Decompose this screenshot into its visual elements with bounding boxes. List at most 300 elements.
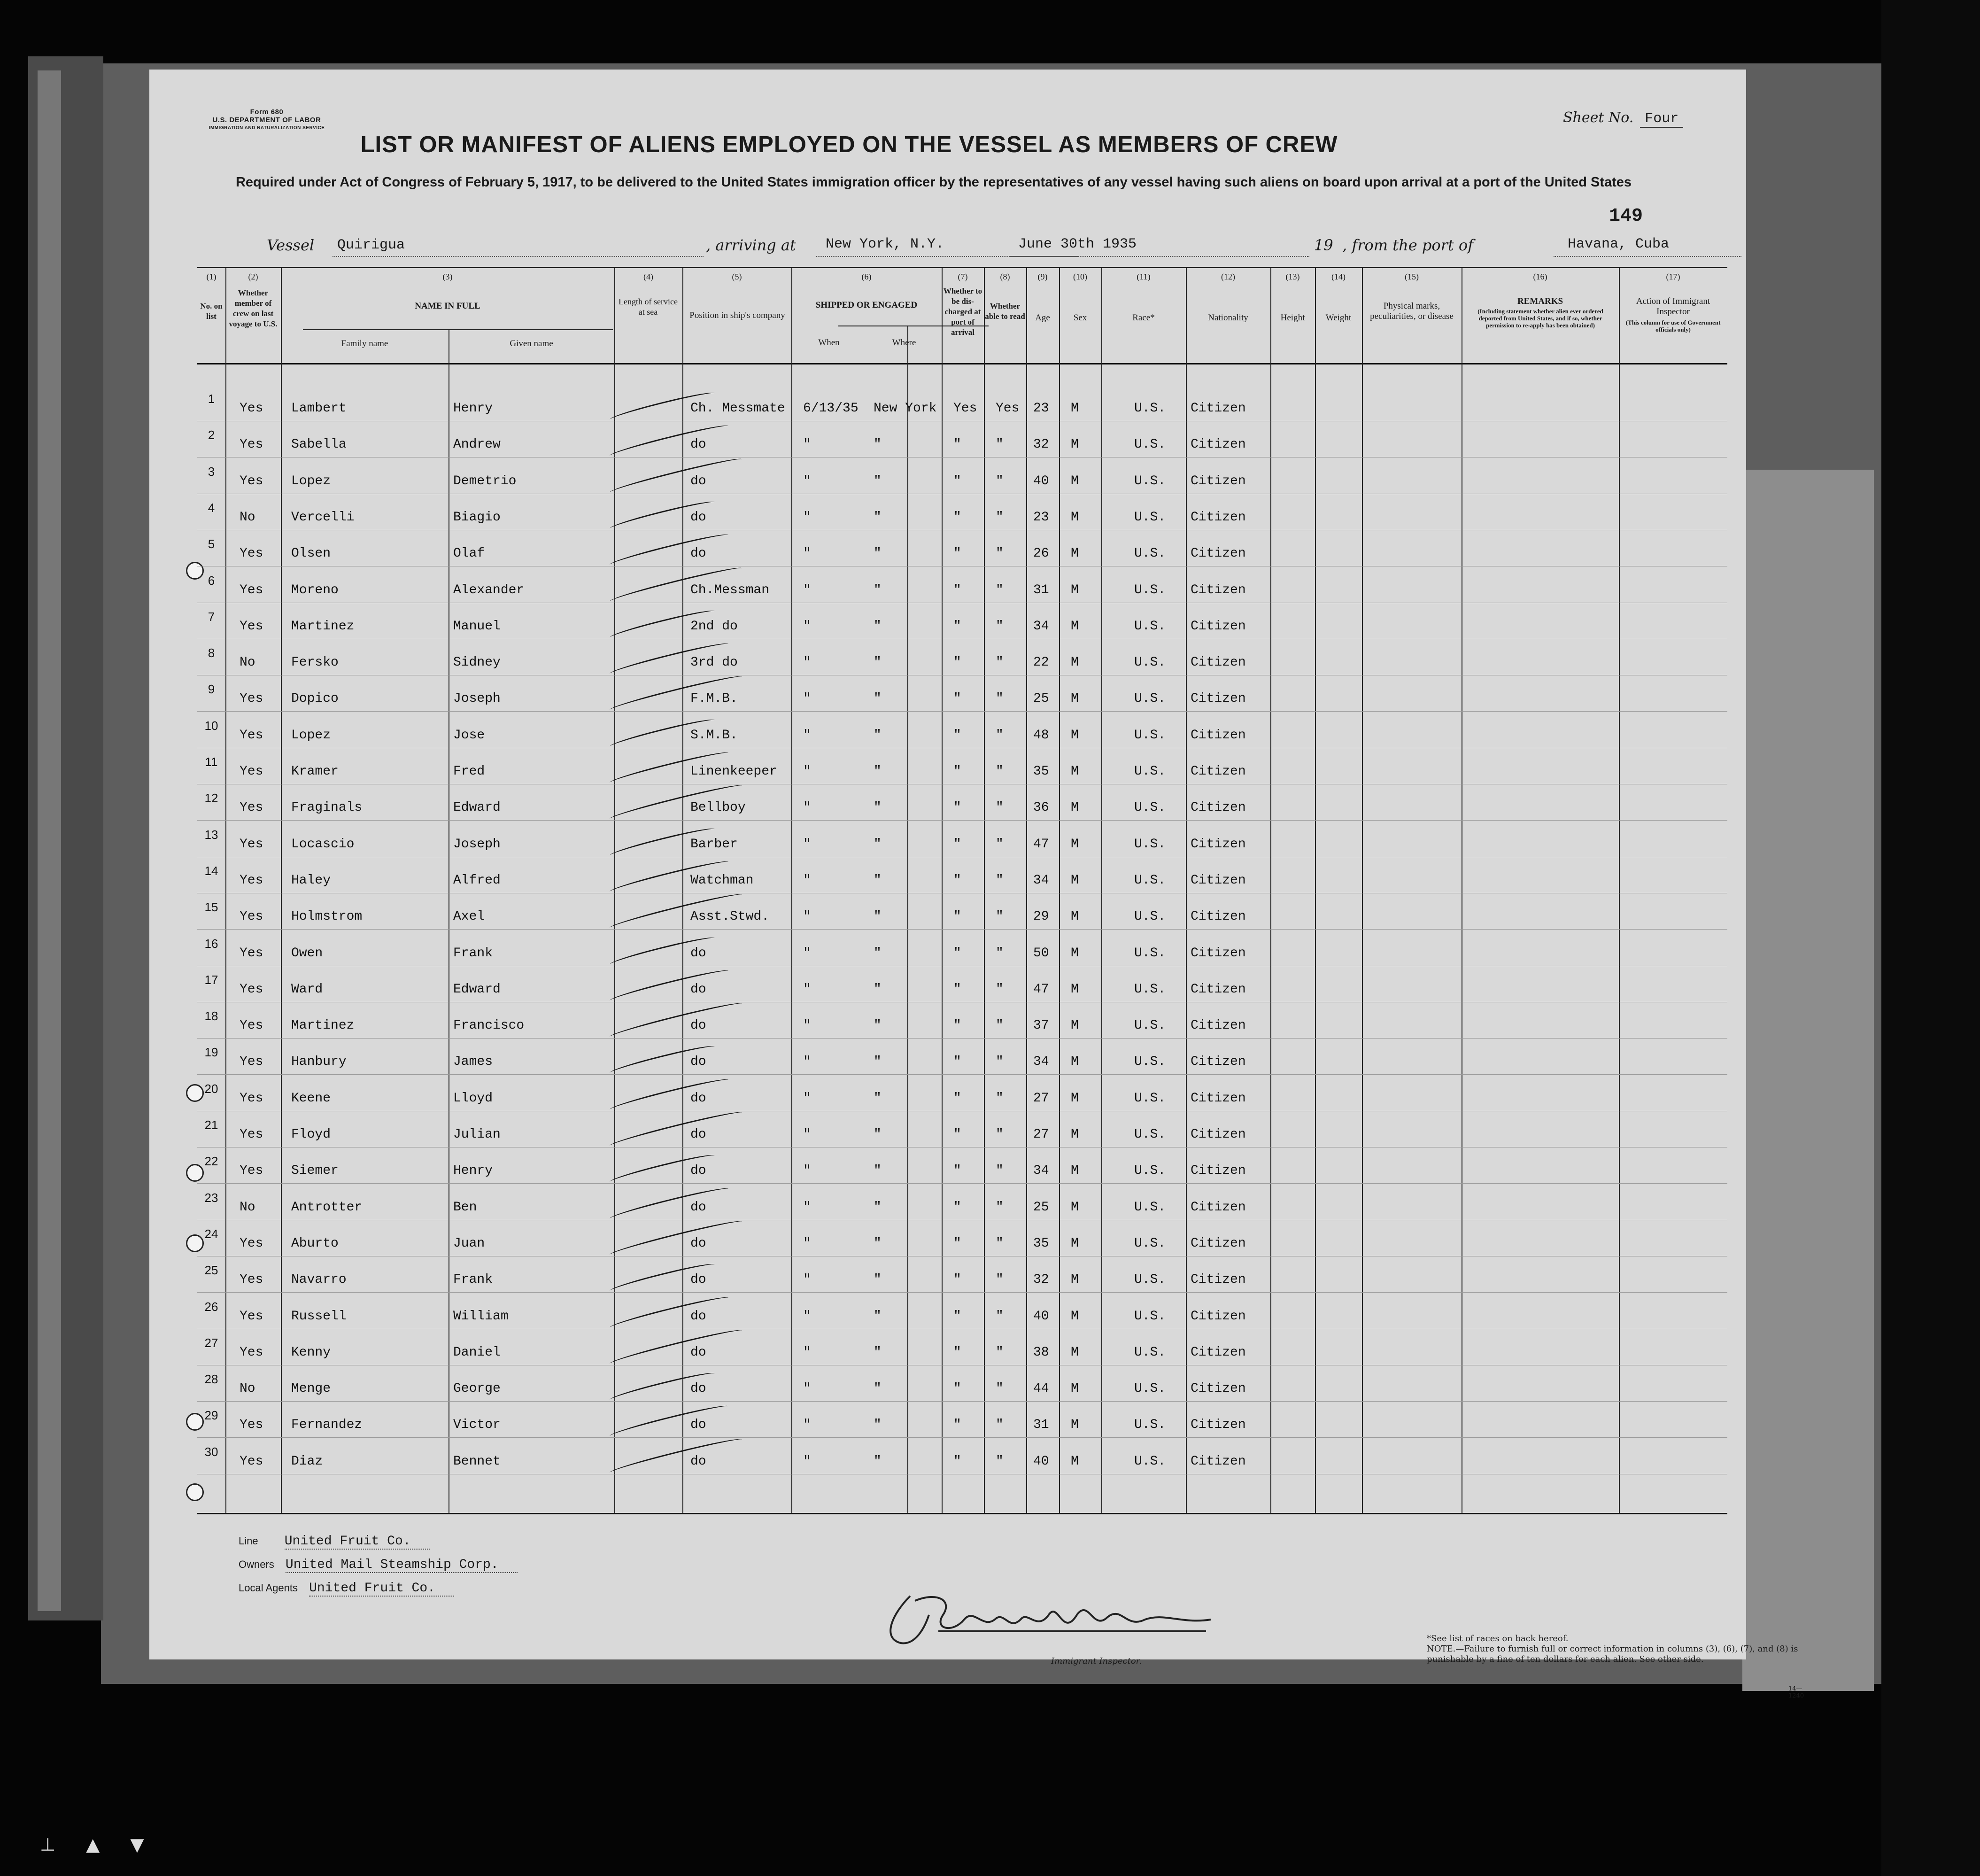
agents-label: Local Agents	[239, 1582, 298, 1594]
nationality-cell: Citizen	[1191, 1345, 1246, 1360]
age-cell: 35	[1033, 764, 1049, 779]
scanner-marks: ⊥▲▼	[40, 1834, 175, 1855]
shipped-when-cell: "	[803, 546, 811, 561]
race-cell: U.S.	[1134, 691, 1166, 706]
position-cell: do	[690, 1091, 706, 1106]
column-divider	[1619, 268, 1620, 1513]
column-divider	[225, 268, 226, 1513]
race-cell: U.S.	[1134, 1054, 1166, 1070]
previous-voyage-cell: Yes	[240, 728, 263, 743]
given-name-cell: Biagio	[453, 510, 501, 525]
previous-voyage-cell: Yes	[240, 691, 263, 706]
age-cell: 26	[1033, 546, 1049, 561]
sex-cell: M	[1071, 909, 1079, 924]
given-name-cell: Andrew	[453, 437, 501, 452]
discharged-cell: "	[953, 473, 961, 488]
able-to-read-cell: "	[996, 1272, 1004, 1287]
arrival-port: New York, N.Y.	[826, 236, 944, 252]
age-cell: 22	[1033, 655, 1049, 670]
column-divider	[1101, 268, 1102, 1513]
shipped-where-cell: "	[874, 582, 882, 597]
inspector-label: Immigrant Inspector.	[1051, 1656, 1142, 1666]
shipped-when-cell: "	[803, 655, 811, 670]
discharged-cell: "	[953, 764, 961, 779]
col-16-number: (16)	[1533, 272, 1547, 281]
col-3-header: NAME IN FULL	[415, 301, 480, 311]
able-to-read-cell: "	[996, 691, 1004, 706]
sex-cell: M	[1071, 837, 1079, 852]
shipped-when-cell: "	[803, 1381, 811, 1396]
shipped-when-cell: "	[803, 691, 811, 706]
owners-value: United Mail Steamship Corp.	[286, 1558, 518, 1573]
row-number: 10	[204, 718, 218, 733]
previous-voyage-cell: No	[240, 655, 255, 670]
row-number: 4	[208, 500, 215, 515]
discharged-cell: "	[953, 437, 961, 452]
age-cell: 34	[1033, 619, 1049, 634]
given-name-cell: James	[453, 1054, 493, 1070]
able-to-read-cell: "	[996, 764, 1004, 779]
row-number: 18	[204, 1009, 218, 1023]
col-7-number: (7)	[958, 272, 968, 281]
date-underline	[1009, 256, 1309, 257]
shipped-where-cell: "	[874, 510, 882, 525]
col-5-header: Position in ship's company	[689, 310, 785, 320]
nationality-cell: Citizen	[1191, 437, 1246, 452]
nationality-cell: Citizen	[1191, 1272, 1246, 1287]
previous-voyage-cell: Yes	[240, 1454, 263, 1469]
shipped-when-cell: "	[803, 873, 811, 888]
previous-voyage-cell: Yes	[240, 982, 263, 997]
previous-voyage-cell: No	[240, 1381, 255, 1396]
shipped-where-header: Where	[892, 338, 916, 348]
discharged-cell: "	[953, 982, 961, 997]
race-cell: U.S.	[1134, 1091, 1166, 1106]
given-name-cell: Manuel	[453, 619, 501, 634]
scan-border	[1881, 0, 1980, 1876]
nationality-cell: Citizen	[1191, 800, 1246, 815]
family-name-cell: Kramer	[291, 764, 339, 779]
position-cell: do	[690, 1127, 706, 1142]
race-cell: U.S.	[1134, 728, 1166, 743]
position-cell: do	[690, 1309, 706, 1324]
col-1-number: (1)	[206, 272, 217, 281]
sex-cell: M	[1071, 473, 1079, 488]
age-cell: 40	[1033, 1454, 1049, 1469]
sheet-number-value: Four	[1640, 111, 1683, 128]
given-name-cell: Olaf	[453, 546, 485, 561]
family-name-cell: Kenny	[291, 1345, 331, 1360]
position-cell: Bellboy	[690, 800, 746, 815]
col-14-header: Weight	[1325, 313, 1352, 323]
previous-voyage-cell: No	[240, 1200, 255, 1215]
race-cell: U.S.	[1134, 1418, 1166, 1433]
shipped-where-cell: "	[874, 728, 882, 743]
discharged-cell: Yes	[953, 401, 977, 416]
race-cell: U.S.	[1134, 946, 1166, 961]
race-cell: U.S.	[1134, 473, 1166, 488]
nationality-cell: Citizen	[1191, 728, 1246, 743]
sex-cell: M	[1071, 1418, 1079, 1433]
inspector-signature	[882, 1587, 1220, 1648]
given-name-cell: William	[453, 1309, 509, 1324]
age-cell: 34	[1033, 1163, 1049, 1178]
family-name-cell: Martinez	[291, 619, 355, 634]
age-cell: 34	[1033, 1054, 1049, 1070]
able-to-read-cell: "	[996, 546, 1004, 561]
sex-cell: M	[1071, 582, 1079, 597]
discharged-cell: "	[953, 655, 961, 670]
position-cell: do	[690, 1272, 706, 1287]
discharged-cell: "	[953, 1418, 961, 1433]
row-rule	[197, 929, 1727, 930]
col-5-number: (5)	[732, 272, 742, 281]
shipped-when-cell: "	[803, 582, 811, 597]
tally-mark	[609, 1000, 744, 1046]
position-cell: do	[690, 1018, 706, 1033]
race-cell: U.S.	[1134, 800, 1166, 815]
sex-cell: M	[1071, 1163, 1079, 1178]
nationality-cell: Citizen	[1191, 691, 1246, 706]
vessel-name: Quirigua	[337, 237, 405, 253]
nationality-cell: Citizen	[1191, 546, 1246, 561]
able-to-read-cell: Yes	[996, 401, 1020, 416]
discharged-cell: "	[953, 619, 961, 634]
col-8-header: Whether able to read	[985, 302, 1025, 321]
shipped-where-cell: "	[874, 837, 882, 852]
sex-cell: M	[1071, 546, 1079, 561]
age-cell: 48	[1033, 728, 1049, 743]
row-number: 25	[204, 1263, 218, 1278]
line-label: Line	[239, 1535, 258, 1547]
column-divider	[791, 268, 792, 1513]
shipped-where-cell: "	[874, 473, 882, 488]
race-cell: U.S.	[1134, 1309, 1166, 1324]
shipped-when-cell: 6/13/35	[803, 401, 859, 416]
shipped-when-cell: "	[803, 1454, 811, 1469]
discharged-cell: "	[953, 1454, 961, 1469]
arriving-label: , arriving at	[706, 236, 796, 254]
race-cell: U.S.	[1134, 837, 1166, 852]
sex-cell: M	[1071, 1309, 1079, 1324]
able-to-read-cell: "	[996, 1163, 1004, 1178]
col-16-note: (Including statement whether alien ever ordered deported from United States, and if so, whether permission to re-apply has been obtained)	[1477, 308, 1603, 329]
col-9-header: Age	[1035, 313, 1050, 323]
position-cell: do	[690, 946, 706, 961]
given-name-cell: Alexander	[453, 582, 525, 597]
given-name-cell: Juan	[453, 1236, 485, 1251]
discharged-cell: "	[953, 1236, 961, 1251]
sex-cell: M	[1071, 1381, 1079, 1396]
row-rule	[197, 1437, 1727, 1438]
race-cell: U.S.	[1134, 1200, 1166, 1215]
vessel-label: Vessel	[267, 236, 315, 254]
discharged-cell: "	[953, 510, 961, 525]
col-17-number: (17)	[1666, 272, 1680, 281]
age-cell: 38	[1033, 1345, 1049, 1360]
row-rule	[197, 1074, 1727, 1075]
nationality-cell: Citizen	[1191, 1163, 1246, 1178]
col-3-number: (3)	[442, 272, 453, 281]
race-cell: U.S.	[1134, 546, 1166, 561]
family-name-header: Family name	[341, 339, 388, 349]
able-to-read-cell: "	[996, 1054, 1004, 1070]
form-code: 14—1240	[1788, 1685, 1804, 1699]
position-cell: do	[690, 473, 706, 488]
previous-voyage-cell: Yes	[240, 873, 263, 888]
age-cell: 23	[1033, 510, 1049, 525]
tally-mark	[609, 455, 744, 501]
departure-port: Havana, Cuba	[1568, 236, 1670, 252]
tally-mark	[609, 1435, 744, 1481]
able-to-read-cell: "	[996, 1018, 1004, 1033]
manifest-page	[149, 70, 1804, 1699]
family-name-cell: Lopez	[291, 473, 331, 488]
col-15-header: Physical marks, peculiarities, or disease	[1370, 301, 1454, 321]
position-cell: do	[690, 546, 706, 561]
able-to-read-cell: "	[996, 655, 1004, 670]
sex-cell: M	[1071, 619, 1079, 634]
col-10-header: Sex	[1073, 313, 1087, 323]
shipped-when-cell: "	[803, 728, 811, 743]
column-divider	[1270, 268, 1271, 1513]
family-name-cell: Menge	[291, 1381, 331, 1396]
row-number: 7	[208, 609, 215, 624]
row-number: 11	[205, 755, 218, 769]
column-divider	[682, 268, 683, 1513]
shipped-where-cell: "	[874, 546, 882, 561]
family-name-cell: Locascio	[291, 837, 355, 852]
race-cell: U.S.	[1134, 873, 1166, 888]
shipped-when-cell: "	[803, 1418, 811, 1433]
given-name-cell: Sidney	[453, 655, 501, 670]
previous-voyage-cell: Yes	[240, 1309, 263, 1324]
arrival-date: June 30th 1935	[1018, 236, 1137, 252]
name-subheader-line	[303, 329, 613, 330]
fine-note: NOTE.—Failure to furnish full or correct information in columns (3), (6), (7), and (8) is punishable by a fine of ten dollars for each alien. See other side.	[1427, 1644, 1798, 1664]
previous-voyage-cell: Yes	[240, 473, 263, 488]
previous-voyage-cell: Yes	[240, 1345, 263, 1360]
age-cell: 32	[1033, 437, 1049, 452]
previous-voyage-cell: No	[240, 510, 255, 525]
given-name-cell: Henry	[453, 1163, 493, 1178]
tally-mark	[609, 1109, 744, 1155]
nationality-cell: Citizen	[1191, 946, 1246, 961]
shipped-where-cell: "	[874, 1054, 882, 1070]
family-name-cell: Hanbury	[291, 1054, 347, 1070]
discharged-cell: "	[953, 546, 961, 561]
shipped-where-cell: "	[874, 1091, 882, 1106]
race-cell: U.S.	[1134, 510, 1166, 525]
shipped-where-cell: "	[874, 800, 882, 815]
family-name-cell: Moreno	[291, 582, 339, 597]
row-number: 20	[204, 1081, 218, 1096]
able-to-read-cell: "	[996, 473, 1004, 488]
family-name-cell: Sabella	[291, 437, 347, 452]
port-underline	[1554, 256, 1741, 257]
row-number: 2	[208, 428, 215, 442]
col-16-header: REMARKS	[1517, 296, 1563, 306]
age-cell: 47	[1033, 982, 1049, 997]
race-cell: U.S.	[1134, 1018, 1166, 1033]
nationality-cell: Citizen	[1191, 1127, 1246, 1142]
family-name-cell: Siemer	[291, 1163, 339, 1178]
previous-voyage-cell: Yes	[240, 1236, 263, 1251]
row-number: 12	[204, 791, 218, 806]
position-cell: Barber	[690, 837, 738, 852]
age-cell: 34	[1033, 873, 1049, 888]
age-cell: 32	[1033, 1272, 1049, 1287]
position-cell: S.M.B.	[690, 728, 738, 743]
sheet-number-label: Sheet No.	[1563, 109, 1634, 126]
tally-mark	[609, 967, 730, 1009]
race-cell: U.S.	[1134, 655, 1166, 670]
able-to-read-cell: "	[996, 1345, 1004, 1360]
sex-cell: M	[1071, 437, 1079, 452]
col-4-header: Length of service at sea	[619, 297, 678, 317]
given-name-cell: Francisco	[453, 1018, 525, 1033]
age-cell: 40	[1033, 473, 1049, 488]
family-name-cell: Owen	[291, 946, 323, 961]
race-cell: U.S.	[1134, 909, 1166, 924]
shipped-when-cell: "	[803, 510, 811, 525]
previous-voyage-cell: Yes	[240, 437, 263, 452]
form-identifier	[201, 108, 333, 132]
age-cell: 25	[1033, 691, 1049, 706]
able-to-read-cell: "	[996, 437, 1004, 452]
nationality-cell: Citizen	[1191, 909, 1246, 924]
row-rule	[197, 1183, 1727, 1184]
race-cell: U.S.	[1134, 1163, 1166, 1178]
column-divider	[1362, 268, 1363, 1513]
shipped-when-cell: "	[803, 1018, 811, 1033]
race-cell: U.S.	[1134, 1381, 1166, 1396]
position-cell: do	[690, 1163, 706, 1178]
sex-cell: M	[1071, 510, 1079, 525]
able-to-read-cell: "	[996, 1381, 1004, 1396]
shipped-when-cell: "	[803, 1309, 811, 1324]
sex-cell: M	[1071, 1127, 1079, 1142]
page-title: LIST OR MANIFEST OF ALIENS EMPLOYED ON THE VESSEL AS MEMBERS OF CREW	[360, 132, 1338, 157]
family-name-cell: Diaz	[291, 1454, 323, 1469]
race-cell: U.S.	[1134, 401, 1166, 416]
able-to-read-cell: "	[996, 837, 1004, 852]
age-cell: 25	[1033, 1200, 1049, 1215]
sex-cell: M	[1071, 1091, 1079, 1106]
tally-mark	[609, 1185, 730, 1227]
column-divider	[942, 268, 943, 1513]
sex-cell: M	[1071, 800, 1079, 815]
col-13-header: Height	[1280, 313, 1305, 323]
sex-cell: M	[1071, 764, 1079, 779]
nationality-cell: Citizen	[1191, 982, 1246, 997]
col-17-header: Action of Immigrant Inspector	[1636, 296, 1710, 317]
position-cell: 3rd do	[690, 655, 738, 670]
able-to-read-cell: "	[996, 1418, 1004, 1433]
position-cell: do	[690, 1381, 706, 1396]
family-name-cell: Floyd	[291, 1127, 331, 1142]
given-name-cell: Julian	[453, 1127, 501, 1142]
shipped-where-cell: New York	[874, 401, 937, 416]
family-name-cell: Lambert	[291, 401, 347, 416]
given-name-cell: Jose	[453, 728, 485, 743]
row-number: 29	[204, 1408, 218, 1423]
nationality-cell: Citizen	[1191, 837, 1246, 852]
nationality-cell: Citizen	[1191, 1054, 1246, 1070]
previous-voyage-cell: Yes	[240, 619, 263, 634]
department-name: U.S. DEPARTMENT OF LABOR	[212, 116, 321, 124]
nationality-cell: Citizen	[1191, 473, 1246, 488]
binder-edge	[38, 70, 61, 1611]
row-number: 24	[204, 1226, 218, 1241]
sex-cell: M	[1071, 1236, 1079, 1251]
age-cell: 50	[1033, 946, 1049, 961]
tally-mark	[609, 1326, 744, 1372]
row-number: 22	[204, 1154, 218, 1169]
able-to-read-cell: "	[996, 510, 1004, 525]
given-name-cell: Frank	[453, 1272, 493, 1287]
shipped-when-cell: "	[803, 1200, 811, 1215]
row-number: 27	[204, 1335, 218, 1350]
shipped-where-cell: "	[874, 1309, 882, 1324]
column-divider	[1315, 268, 1316, 1513]
tally-mark	[609, 1217, 744, 1264]
previous-voyage-cell: Yes	[240, 582, 263, 597]
line-row	[239, 1534, 430, 1549]
nationality-cell: Citizen	[1191, 873, 1246, 888]
nationality-cell: Citizen	[1191, 1418, 1246, 1433]
shipped-where-cell: "	[874, 1381, 882, 1396]
form-number: Form 680	[250, 108, 284, 116]
shipped-where-cell: "	[874, 1345, 882, 1360]
row-number: 30	[204, 1444, 218, 1459]
able-to-read-cell: "	[996, 728, 1004, 743]
position-cell: do	[690, 1454, 706, 1469]
discharged-cell: "	[953, 691, 961, 706]
able-to-read-cell: "	[996, 1454, 1004, 1469]
race-cell: U.S.	[1134, 764, 1166, 779]
age-cell: 35	[1033, 1236, 1049, 1251]
page-stamp-number: 149	[1609, 206, 1643, 227]
able-to-read-cell: "	[996, 982, 1004, 997]
previous-voyage-cell: Yes	[240, 1127, 263, 1142]
previous-voyage-cell: Yes	[240, 837, 263, 852]
tally-mark	[609, 1403, 730, 1445]
race-cell: U.S.	[1134, 1272, 1166, 1287]
shipped-subcolumn-divider	[907, 326, 908, 1513]
position-cell: do	[690, 1345, 706, 1360]
sex-cell: M	[1071, 691, 1079, 706]
column-divider	[1026, 268, 1027, 1513]
family-name-cell: Holmstrom	[291, 909, 363, 924]
col-6-number: (6)	[861, 272, 872, 281]
previous-voyage-cell: Yes	[240, 546, 263, 561]
able-to-read-cell: "	[996, 582, 1004, 597]
position-cell: do	[690, 1054, 706, 1070]
shipped-when-cell: "	[803, 982, 811, 997]
age-cell: 31	[1033, 582, 1049, 597]
able-to-read-cell: "	[996, 619, 1004, 634]
position-cell: do	[690, 982, 706, 997]
col-12-header: Nationality	[1208, 313, 1248, 323]
given-name-cell: Edward	[453, 982, 501, 997]
tally-mark	[609, 1294, 730, 1336]
given-name-cell: Axel	[453, 909, 485, 924]
age-cell: 27	[1033, 1091, 1049, 1106]
row-number: 14	[204, 863, 218, 878]
shipped-where-cell: "	[874, 982, 882, 997]
previous-voyage-cell: Yes	[240, 401, 263, 416]
